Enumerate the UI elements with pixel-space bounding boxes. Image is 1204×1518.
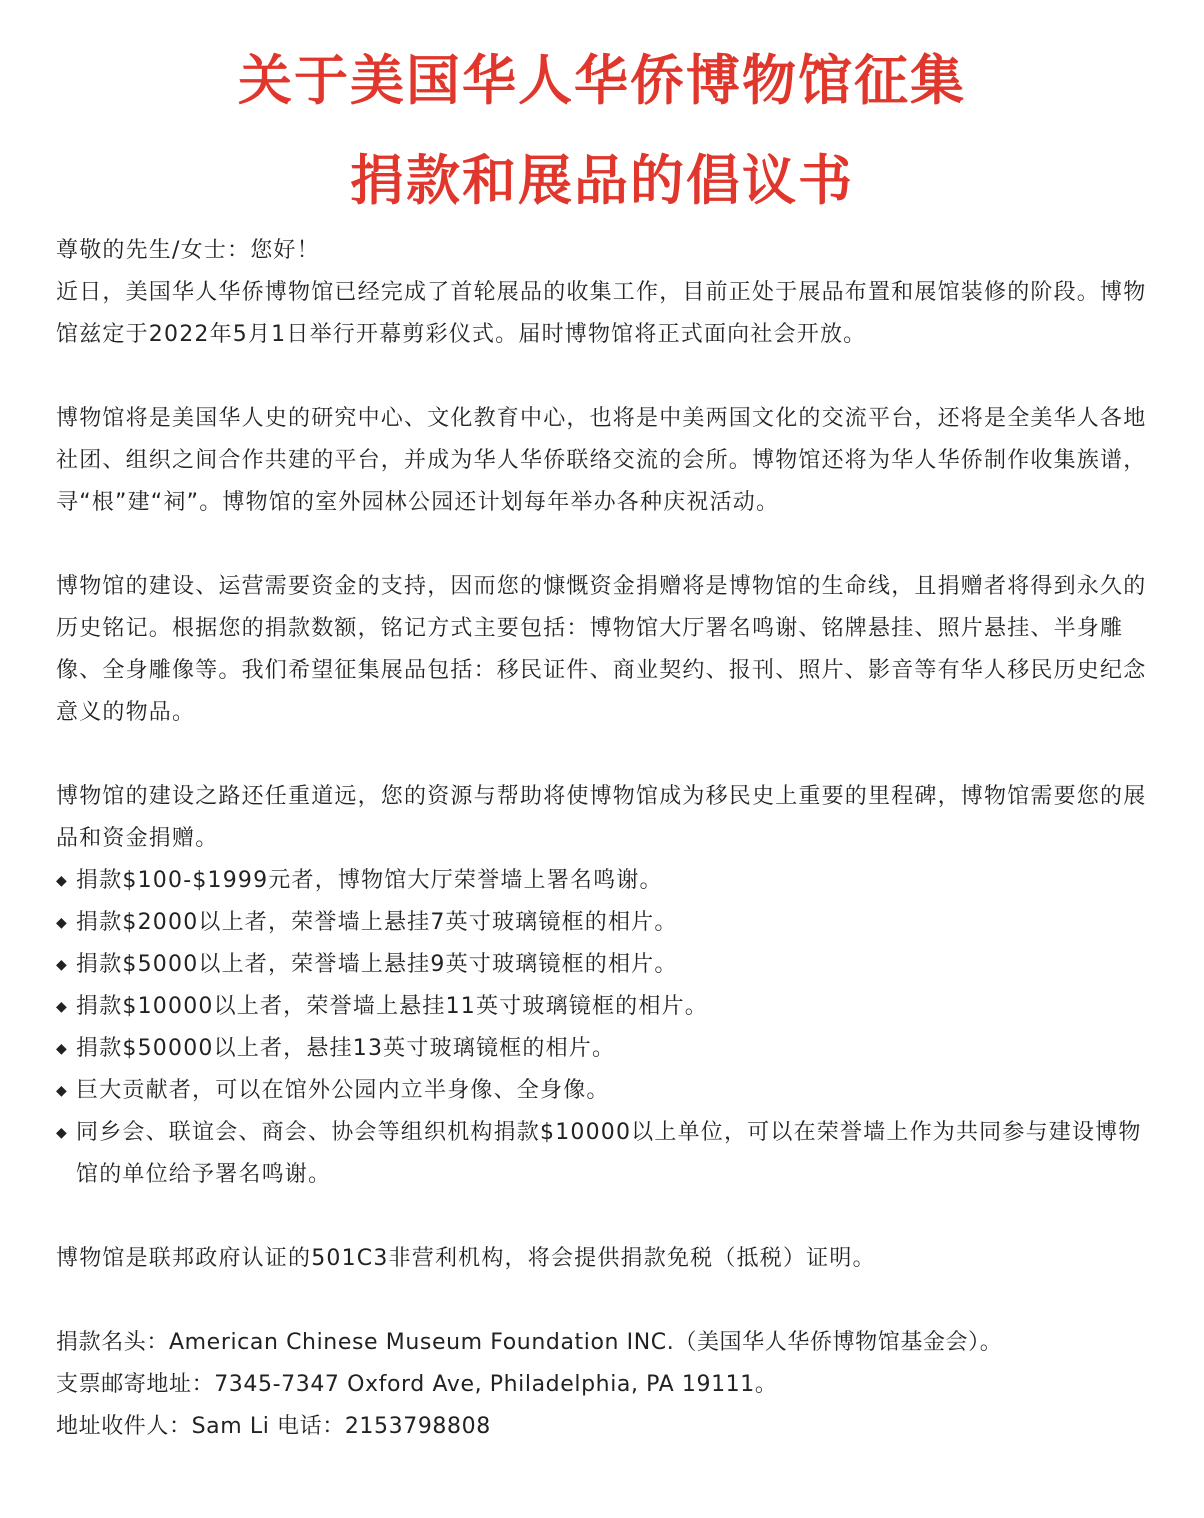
list-item-text: 捐款$10000以上者，荣誉墙上悬挂11英寸玻璃镜框的相片。 [76, 994, 708, 1019]
list-item [56, 860, 1156, 902]
list-item [56, 1070, 1156, 1112]
diamond-bullet-icon: ◆ [56, 957, 68, 973]
tax-note: 博物馆是联邦政府认证的501C3非营利机构，将会提供捐款免税（抵税）证明。 [56, 1246, 876, 1271]
list-item-text: 捐款$50000以上者，悬挂13英寸玻璃镜框的相片。 [76, 1036, 616, 1061]
diamond-bullet-icon: ◆ [56, 999, 68, 1015]
list-item-text: 巨大贡献者，可以在馆外公园内立半身像、全身像。 [76, 1078, 610, 1103]
paragraph-spacer [56, 1196, 1156, 1238]
list-item-text: 捐款$2000以上者，荣誉墙上悬挂7英寸玻璃镜框的相片。 [76, 910, 678, 935]
letter-body [56, 230, 1156, 1448]
paragraph-spacer [56, 524, 1156, 566]
paragraph-mission: 博物馆将是美国华人史的研究中心、文化教育中心，也将是中美两国文化的交流平台，还将是全美华人各地社团、组织之间合作共建的平台，并成为华人华侨联络交流的会所。博物馆还将为华人华侨制作收集族谱，寻“根”建“祠”。博物馆的室外园林公园还计划每年举办各种庆祝活动。 [56, 406, 1147, 515]
list-item-text: 捐款$100-$1999元者，博物馆大厅荣誉墙上署名鸣谢。 [76, 868, 663, 893]
list-item-text: 捐款$5000以上者，荣誉墙上悬挂9英寸玻璃镜框的相片。 [76, 952, 678, 977]
paragraph-funding: 博物馆的建设、运营需要资金的支持，因而您的慷慨资金捐赠将是博物馆的生命线，且捐赠者将得到永久的历史铭记。根据您的捐款数额，铭记方式主要包括：博物馆大厅署名鸣谢、铭牌悬挂、照片悬挂、半身雕像、全身雕像等。我们希望征集展品包括：移民证件、商业契约、报刊、照片、影音等有华人移民历史纪念意义的物品。 [56, 574, 1147, 725]
paragraph-spacer [56, 1280, 1156, 1322]
list-item [56, 986, 1156, 1028]
diamond-bullet-icon: ◆ [56, 1125, 68, 1141]
document-title [0, 30, 1204, 230]
title-line-1: 关于美国华人华侨博物馆征集 [238, 48, 966, 112]
contact-info [56, 1322, 1156, 1448]
list-item [56, 1028, 1156, 1070]
diamond-bullet-icon: ◆ [56, 1041, 68, 1057]
paragraph-spacer [56, 734, 1156, 776]
paragraph-spacer [56, 356, 1156, 398]
diamond-bullet-icon: ◆ [56, 1083, 68, 1099]
greeting: 尊敬的先生/女士：您好！ [56, 238, 320, 263]
donation-tier-list [56, 860, 1156, 1196]
title-line-2: 捐款和展品的倡议书 [350, 148, 854, 212]
diamond-bullet-icon: ◆ [56, 915, 68, 931]
paragraph-opening: 近日，美国华人华侨博物馆已经完成了首轮展品的收集工作，目前正处于展品布置和展馆装修的阶段。博物馆兹定于2022年5月1日举行开幕剪彩仪式。届时博物馆将正式面向社会开放。 [56, 280, 1147, 347]
list-item [56, 944, 1156, 986]
mailing-address-line: 支票邮寄地址：7345-7347 Oxford Ave, Philadelphia, PA 19111。 [56, 1372, 778, 1397]
recipient-line: 地址收件人：Sam Li 电话：2153798808 [56, 1414, 491, 1439]
diamond-bullet-icon: ◆ [56, 873, 68, 889]
list-item [56, 1112, 1156, 1196]
list-item-text: 同乡会、联谊会、商会、协会等组织机构捐款$10000以上单位，可以在荣誉墙上作为共同参与建设博物馆的单位给予署名鸣谢。 [76, 1120, 1142, 1187]
payee-line: 捐款名头：American Chinese Museum Foundation INC.（美国华人华侨博物馆基金会）。 [56, 1330, 1003, 1355]
list-item [56, 902, 1156, 944]
paragraph-appeal: 博物馆的建设之路还任重道远，您的资源与帮助将使博物馆成为移民史上重要的里程碑，博物馆需要您的展品和资金捐赠。 [56, 784, 1147, 851]
